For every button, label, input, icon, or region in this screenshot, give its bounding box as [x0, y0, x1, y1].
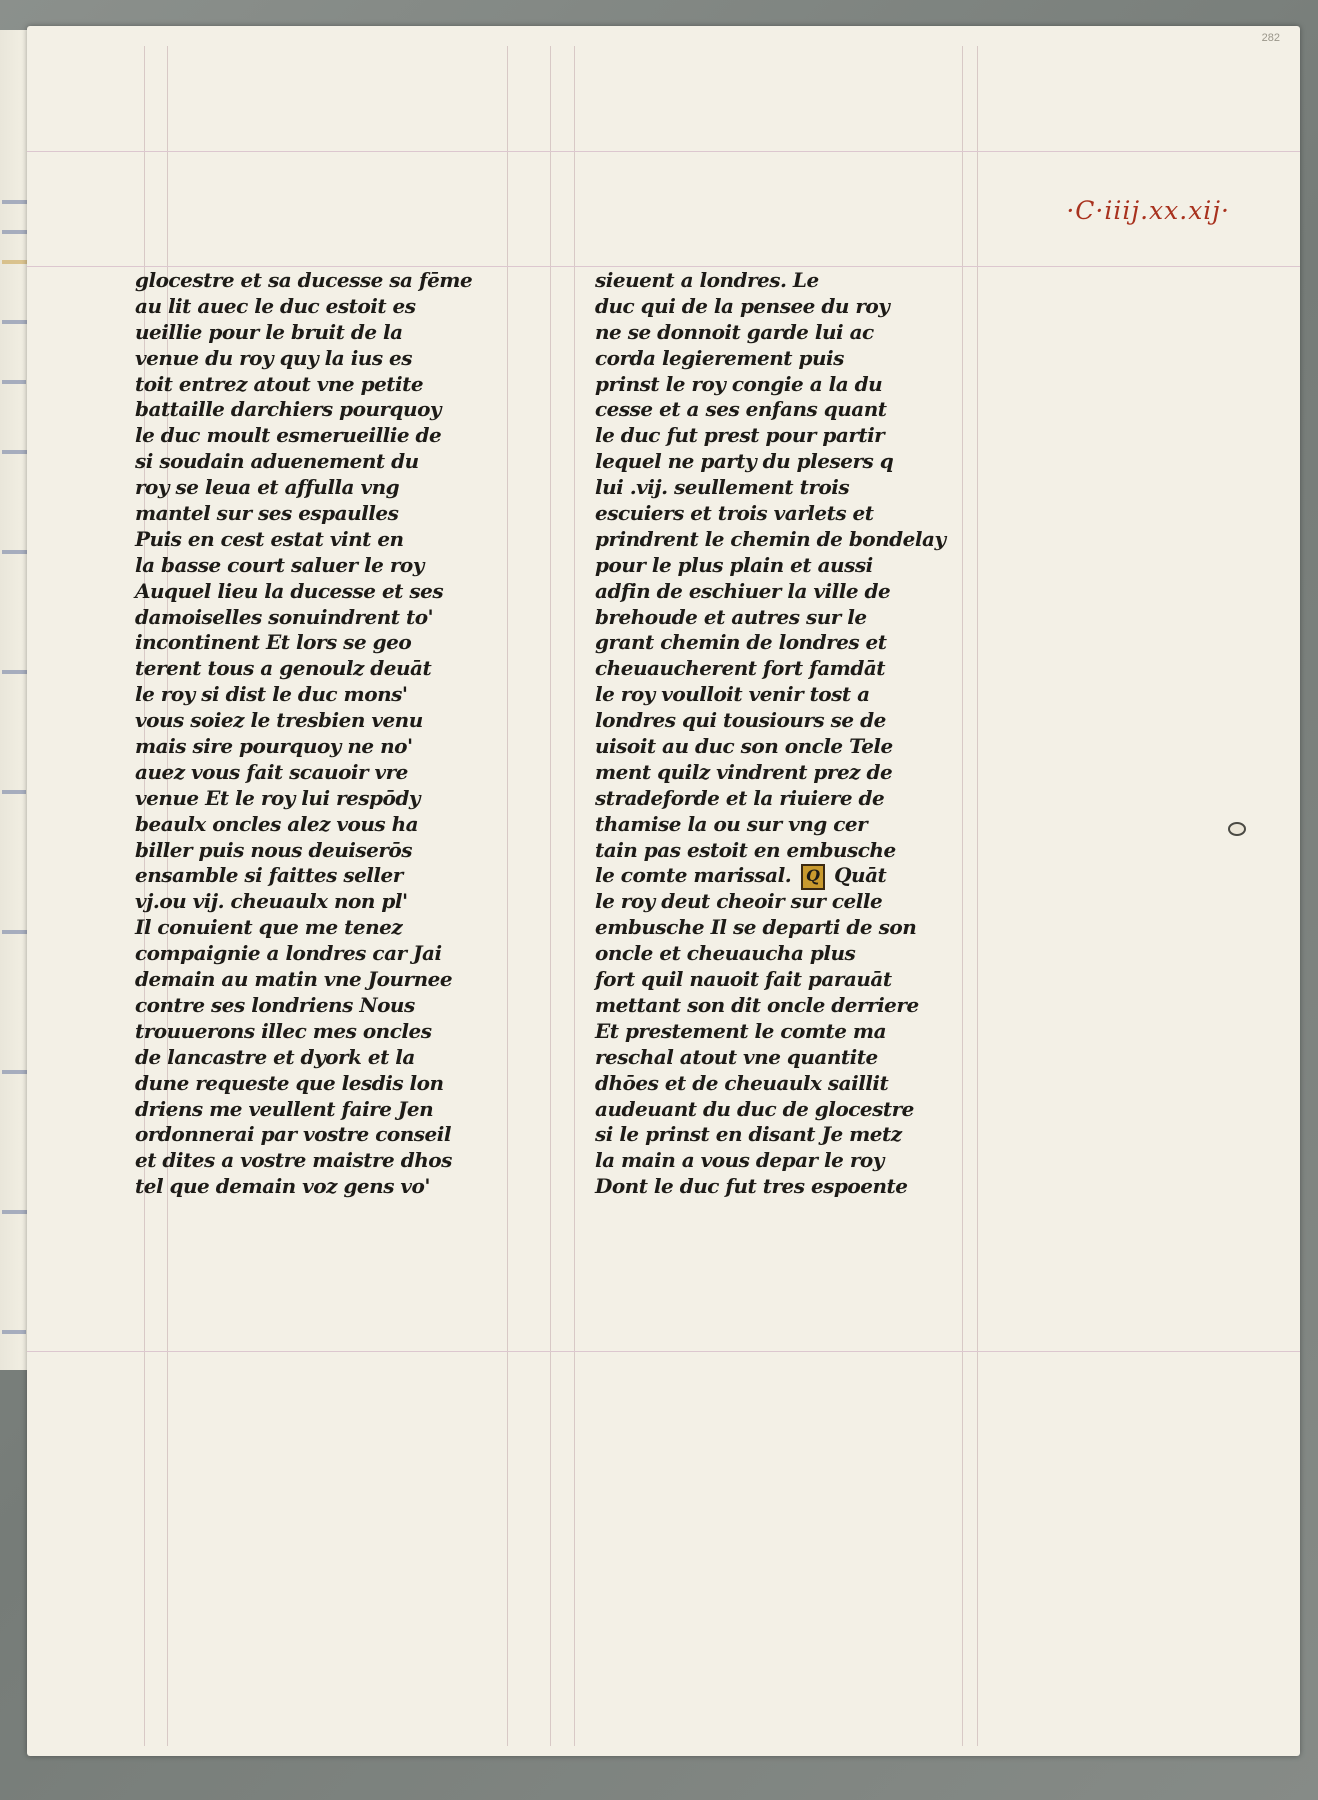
- right-column-text-lower: [595, 889, 1015, 1200]
- text-line: demain au matin vne Journee: [135, 967, 453, 992]
- text-line: auez vous fait scauoir vre: [135, 759, 408, 784]
- text-line: tain pas estoit en embusche: [595, 837, 896, 862]
- pencil-folio-number: 282: [1261, 32, 1280, 44]
- text-line: stradeforde et la riuiere de: [595, 785, 885, 810]
- text-line: toit entrez atout vne petite: [135, 371, 424, 396]
- text-line: le duc moult esmerueillie de: [135, 423, 442, 448]
- text-line: ment quilz vindrent prez de: [595, 759, 893, 784]
- text-line: le duc fut prest pour partir: [595, 423, 885, 448]
- text-line: beaulx oncles alez vous ha: [135, 811, 419, 836]
- text-line: vous soiez le tresbien venu: [135, 708, 423, 733]
- text-line: ne se donnoit garde lui ac: [595, 319, 874, 344]
- text-line: si soudain aduenement du: [135, 449, 419, 474]
- text-line: mantel sur ses espaulles: [135, 501, 399, 526]
- text-line: audeuant du duc de glocestre: [595, 1096, 914, 1121]
- text-line: le roy si dist le duc mons': [135, 682, 408, 707]
- text-line: ueillie pour le bruit de la: [135, 319, 403, 344]
- text-line: duc qui de la pensee du roy: [595, 293, 890, 318]
- text-line: dhōes et de cheuaulx saillit: [595, 1070, 889, 1095]
- text-line: Dont le duc fut tres espoente: [595, 1174, 908, 1199]
- page-tab-mark: [1228, 822, 1246, 836]
- text-line: Et prestement le comte ma: [595, 1018, 887, 1043]
- text-line: ensamble si faittes seller: [135, 863, 403, 888]
- text-line: thamise la ou sur vng cer: [595, 811, 868, 836]
- initial-line-end: Quāt: [834, 863, 887, 888]
- text-line: driens me veullent faire Jen: [135, 1096, 434, 1121]
- text-line: pour le plus plain et aussi: [595, 552, 873, 577]
- previous-page-text: [2, 380, 26, 384]
- text-column-left: [135, 268, 555, 1200]
- text-line: cesse et a ses enfans quant: [595, 397, 887, 422]
- ruling-line-vertical: [574, 46, 575, 1746]
- text-line: cheuaucherent fort famdāt: [595, 656, 886, 681]
- text-line: glocestre et sa ducesse sa fēme: [135, 268, 473, 292]
- text-line: prinst le roy congie a la du: [595, 371, 883, 396]
- text-line: la main a vous depar le roy: [595, 1148, 884, 1173]
- text-line: battaille darchiers pourquoy: [135, 397, 442, 422]
- text-line: embusche Il se departi de son: [595, 915, 917, 940]
- text-line: prindrent le chemin de bondelay: [595, 526, 946, 551]
- text-line: et dites a vostre maistre dhos: [135, 1148, 452, 1173]
- text-line: venue du roy quy la ius es: [135, 345, 413, 370]
- text-line: au lit auec le duc estoit es: [135, 293, 416, 318]
- text-line: venue Et le roy lui respōdy: [135, 785, 420, 810]
- text-line: grant chemin de londres et: [595, 630, 887, 655]
- previous-page-illumination: [2, 260, 28, 264]
- text-line: brehoude et autres sur le: [595, 604, 867, 629]
- text-line: mais sire pourquoy ne no': [135, 734, 413, 759]
- text-column-right: [595, 268, 1015, 1200]
- text-line: lui .vij. seullement trois: [595, 475, 850, 500]
- previous-page-text: [2, 1330, 26, 1334]
- initial-line-start: le comte marissal.: [595, 863, 792, 888]
- text-line: mettant son dit oncle derriere: [595, 992, 919, 1017]
- text-line: compaignie a londres car Jai: [135, 941, 442, 966]
- text-line: si le prinst en disant Je metz: [595, 1122, 902, 1147]
- ruling-line-horizontal: [27, 266, 1300, 267]
- text-line: roy se leua et affulla vng: [135, 475, 400, 500]
- text-line: le roy deut cheoir sur celle: [595, 889, 883, 914]
- text-line: londres qui tousiours se de: [595, 708, 886, 733]
- text-line: adfin de eschiuer la ville de: [595, 578, 891, 603]
- text-line: dune requeste que lesdis lon: [135, 1070, 444, 1095]
- text-line-with-initial: [595, 863, 1015, 889]
- text-line: escuiers et trois varlets et: [595, 501, 874, 526]
- text-line: reschal atout vne quantite: [595, 1044, 878, 1069]
- text-line: oncle et cheuaucha plus: [595, 941, 856, 966]
- text-line: terent tous a genoulz deuāt: [135, 656, 432, 681]
- text-line: uisoit au duc son oncle Tele: [595, 734, 893, 759]
- previous-page-text: [2, 790, 26, 794]
- text-line: biller puis nous deuiserōs: [135, 837, 412, 862]
- previous-page-text: [2, 930, 30, 934]
- text-line: Auquel lieu la ducesse et ses: [135, 578, 444, 603]
- text-line: Puis en cest estat vint en: [135, 526, 404, 551]
- text-line: fort quil nauoit fait parauāt: [595, 967, 892, 992]
- folio-number: ·C·iiij.xx.xij·: [1066, 196, 1230, 225]
- text-line: incontinent Et lors se geo: [135, 630, 412, 655]
- ruling-line-horizontal: [27, 1351, 1300, 1352]
- previous-page-text: [2, 550, 28, 554]
- text-line: vj.ou vij. cheuaulx non pl': [135, 889, 408, 914]
- text-line: lequel ne party du plesers q: [595, 449, 894, 474]
- text-line: le roy voulloit venir tost a: [595, 682, 870, 707]
- text-line: la basse court saluer le roy: [135, 552, 424, 577]
- previous-page-rubric: [2, 200, 30, 204]
- text-line: contre ses londriens Nous: [135, 992, 415, 1017]
- text-line: tel que demain voz gens vo': [135, 1174, 431, 1199]
- previous-page-text: [2, 1070, 28, 1074]
- text-line: damoiselles sonuindrent to': [135, 604, 434, 629]
- text-line: sieuent a londres. Le: [595, 268, 819, 292]
- text-line: trouuerons illec mes oncles: [135, 1018, 432, 1043]
- text-line: corda legierement puis: [595, 345, 844, 370]
- ruling-line-horizontal: [27, 151, 1300, 152]
- text-line: ordonnerai par vostre conseil: [135, 1122, 451, 1147]
- right-column-text-upper: [595, 268, 1015, 863]
- text-line: Il conuient que me tenez: [135, 915, 403, 940]
- text-line: de lancastre et dyork et la: [135, 1044, 415, 1069]
- illuminated-initial: Q: [801, 864, 825, 890]
